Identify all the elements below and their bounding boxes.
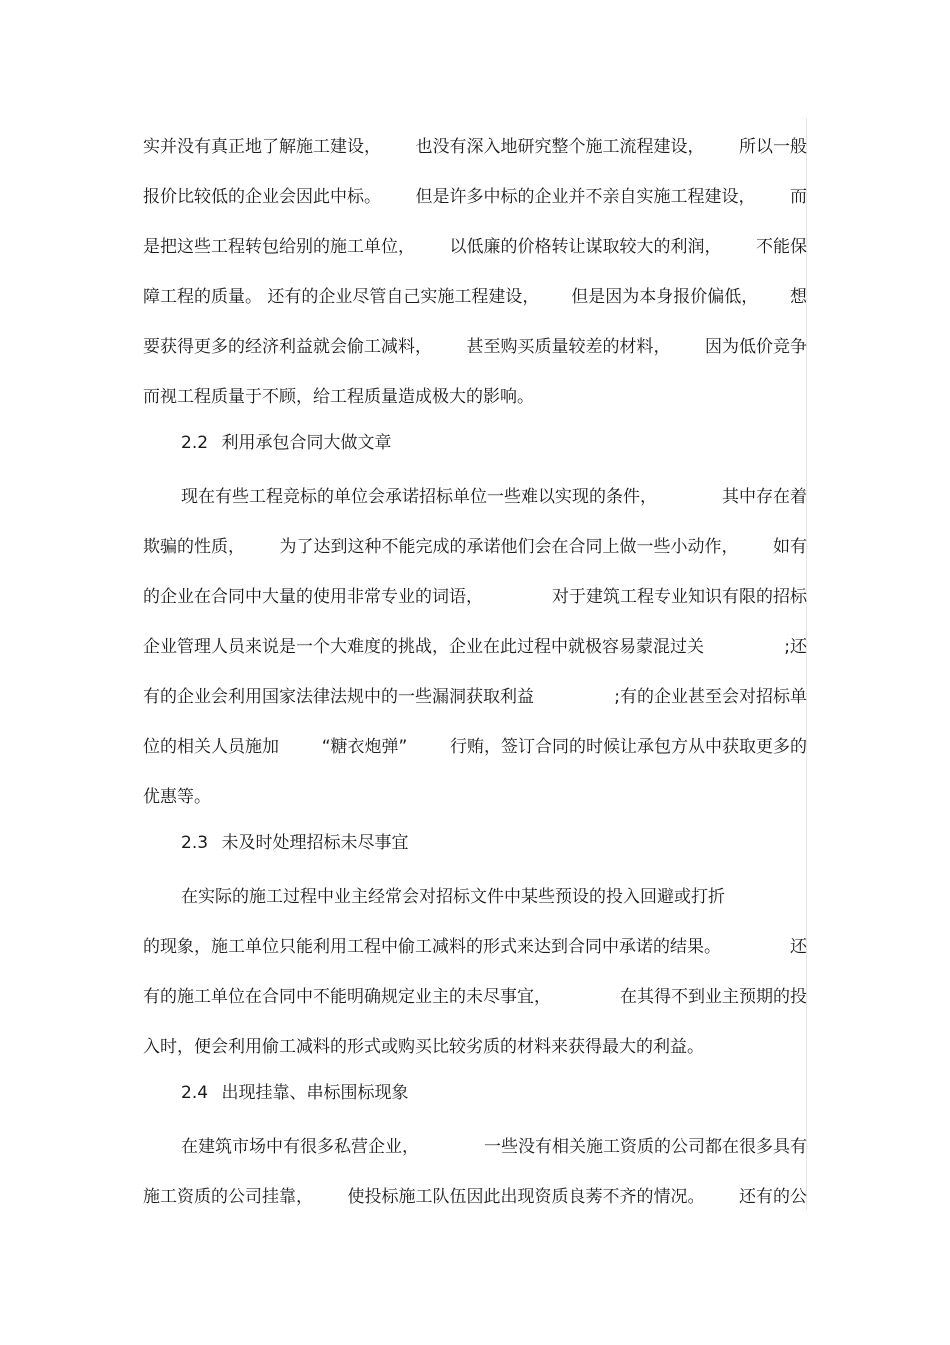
section-number: 2.2	[181, 433, 209, 453]
text-segment: 要获得更多的经济利益就会偷工减料，	[143, 337, 432, 357]
text-segment: 甚至购买质量较差的材料，	[466, 337, 671, 357]
text-segment: 入时，便会利用偷工减料的形式或购买比较劣质的材料来获得最大的利益。	[143, 1037, 704, 1057]
text-line	[143, 722, 807, 772]
section-heading	[143, 822, 807, 872]
text-segment: 对于建筑工程专业知识有限的招标	[552, 587, 807, 607]
text-segment: 一些没有相关施工资质的公司都在很多具有	[484, 1137, 807, 1157]
text-line	[143, 172, 807, 222]
text-segment: 为了达到这种不能完成的承诺他们会在合同上做一些小动作，	[279, 537, 739, 557]
text-segment: 的现象，施工单位只能利用工程中偷工减料的形式来达到合同中承诺的结果。	[143, 937, 721, 957]
section-title: 利用承包合同大做文章	[221, 433, 392, 453]
paragraph	[143, 872, 807, 1072]
text-segment: 也没有深入地研究整个施工流程建设，	[415, 137, 705, 157]
text-segment: 如有	[773, 537, 807, 557]
paragraph	[143, 472, 807, 822]
text-segment: 在建筑市场中有很多私营企业，	[181, 1137, 419, 1157]
section-title: 出现挂靠、串标围标现象	[221, 1083, 409, 1103]
text-segment: 想	[790, 287, 807, 307]
text-line	[143, 972, 807, 1022]
text-line	[143, 372, 807, 422]
text-segment: 是把这些工程转包给别的施工单位，	[143, 237, 415, 257]
text-segment: 障工程的质量。 还有的企业尽管自己实施工程建设，	[143, 287, 540, 307]
text-segment: 有的施工单位在合同中不能明确规定业主的未尽事宜，	[143, 987, 551, 1007]
text-line	[143, 122, 807, 172]
text-line	[143, 1172, 807, 1222]
paragraph	[143, 1122, 807, 1222]
text-segment: 报价比较低的企业会因此中标。	[143, 187, 381, 207]
text-line	[143, 472, 807, 522]
text-segment: 在其得不到业主预期的投	[620, 987, 807, 1007]
paragraph	[143, 122, 807, 422]
text-segment: 还	[790, 937, 807, 957]
text-segment: 现在有些工程竞标的单位会承诺招标单位一些难以实现的条件，	[181, 487, 657, 507]
text-segment: 实并没有真正地了解施工建设，	[143, 137, 381, 157]
section-heading	[143, 422, 807, 472]
text-segment: 但是许多中标的企业并不亲自实施工程建设，	[415, 187, 756, 207]
text-line	[143, 872, 807, 922]
text-line	[143, 222, 807, 272]
text-segment: 因为低价竞争	[705, 337, 807, 357]
section-number: 2.3	[181, 833, 209, 853]
text-segment: 在实际的施工过程中业主经常会对招标文件中某些预设的投入回避或打折	[181, 887, 725, 907]
text-segment: 优惠等。	[143, 787, 211, 807]
text-segment: 以低廉的价格转让谋取较大的利润，	[449, 237, 722, 257]
text-segment: 施工资质的公司挂靠，	[143, 1187, 313, 1207]
section-number: 2.4	[181, 1083, 209, 1103]
text-segment: 不能保	[756, 237, 807, 257]
text-segment: 使投标施工队伍因此出现资质良莠不齐的情况。	[347, 1187, 705, 1207]
text-segment: 位的相关人员施加	[143, 737, 279, 757]
text-segment: 的企业在合同中大量的使用非常专业的词语，	[143, 587, 483, 607]
text-segment: 企业管理人员来说是一个大难度的挑战，企业在此过程中就极容易蒙混过关	[143, 637, 704, 657]
text-segment: 而	[790, 187, 807, 207]
text-segment: 而视工程质量于不顾，给工程质量造成极大的影响。	[143, 387, 534, 407]
section-heading	[143, 1072, 807, 1122]
text-line	[143, 272, 807, 322]
text-line	[143, 622, 807, 672]
text-segment: 所以一般	[739, 137, 807, 157]
text-segment: 还有的公	[739, 1187, 807, 1207]
text-segment: 欺骗的性质，	[143, 537, 245, 557]
text-line	[143, 572, 807, 622]
text-segment: 行贿，签订合同的时候让承包方从中获取更多的	[450, 737, 807, 757]
text-line	[143, 1122, 807, 1172]
text-segment: 有的企业会利用国家法律法规中的一些漏洞获取利益	[143, 687, 534, 707]
section-title: 未及时处理招标未尽事宜	[221, 833, 409, 853]
text-line	[143, 672, 807, 722]
text-segment: 但是因为本身报价偏低，	[571, 287, 759, 307]
text-line	[143, 922, 807, 972]
text-segment: ;有的企业甚至会对招标单	[614, 687, 807, 707]
text-segment: ;还	[784, 637, 807, 657]
text-line	[143, 772, 807, 822]
text-segment: “糖衣炮弹”	[321, 737, 408, 757]
text-line	[143, 522, 807, 572]
text-segment: 其中存在着	[722, 487, 807, 507]
text-line	[143, 1022, 807, 1072]
body-text	[143, 122, 807, 1222]
text-line	[143, 322, 807, 372]
